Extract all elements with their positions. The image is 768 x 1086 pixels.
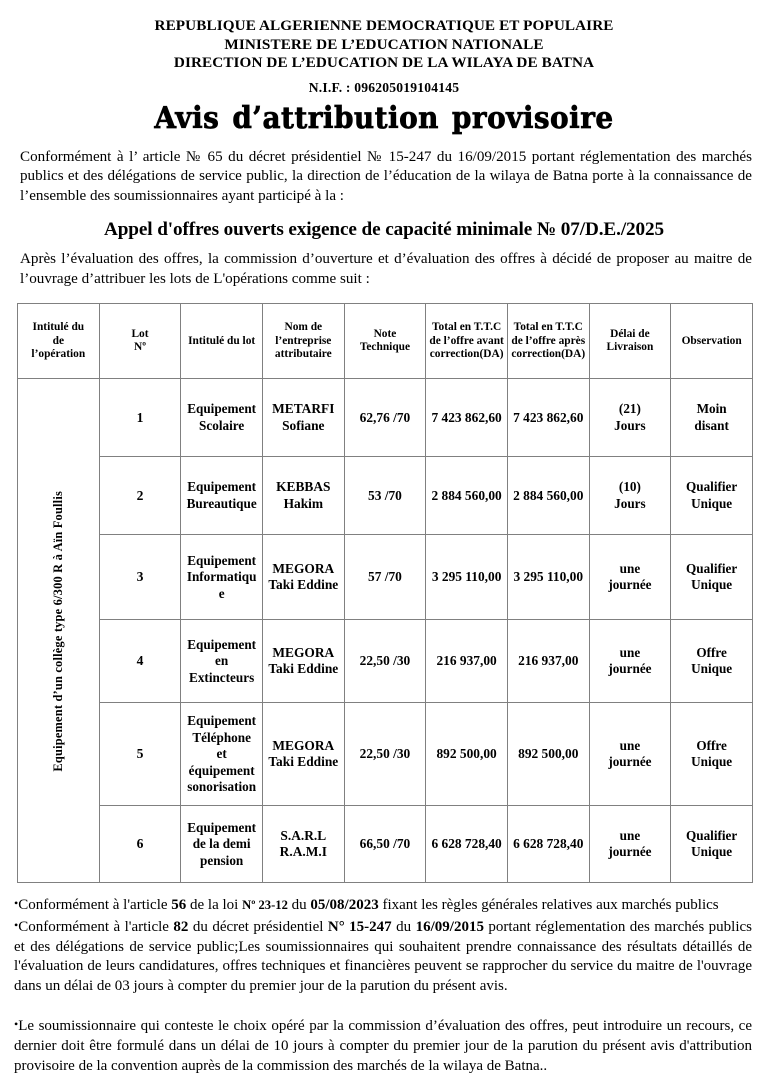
cell-enterprise-line2: R.A.M.I (279, 844, 327, 860)
cell-delay-line1: une (619, 560, 641, 576)
cell-lot-label-line2: Bureautique (186, 495, 257, 511)
column-header-lot-label: Intitulé du lot (181, 304, 263, 379)
footer-note-1-article: 56 (171, 897, 187, 914)
cell-lot-number: 4 (99, 620, 181, 703)
cell-observation-line1: Offre (696, 737, 727, 753)
cell-observation-line1: Moin (696, 401, 727, 417)
column-header-ttc-before-line3: correction(DA) (429, 348, 504, 361)
column-header-total-before (426, 304, 508, 379)
cell-lot-number: 5 (99, 703, 181, 806)
page-title-word-3: provisoire (451, 100, 614, 136)
cell-enterprise-line2: Hakim (283, 495, 324, 511)
cell-lot-label-line3: pension (200, 852, 244, 868)
footer-note-3 (14, 1015, 752, 1076)
footer-note-1-date: 05/08/2023 (310, 897, 379, 914)
cell-enterprise (262, 806, 344, 883)
cell-delay-line1: une (619, 737, 641, 753)
column-header-ttc-after-line1: Total en T.T.C (513, 321, 583, 334)
cell-enterprise-line2: Taki Eddine (268, 754, 339, 770)
cell-enterprise-line1: MEGORA (272, 737, 335, 753)
column-header-note-line2: Technique (359, 341, 411, 354)
cell-delay-line1: une (619, 827, 641, 843)
cell-lot-number: 6 (99, 806, 181, 883)
cell-enterprise-line2: Sofiane (282, 417, 325, 433)
cell-enterprise-line1: METARFI (272, 401, 335, 417)
cell-lot-label-line3: et (216, 746, 227, 762)
header-line-republic: REPUBLIQUE ALGERIENNE DEMOCRATIQUE ET POPULAIRE (154, 17, 614, 34)
footer-note-2 (14, 916, 752, 996)
column-header-ttc-before-line2: de l’offre avant (429, 334, 504, 347)
column-header-technical-note (344, 304, 426, 379)
cell-observation-line1: Offre (696, 644, 727, 660)
footer-note-1-law: 23-12 (255, 898, 288, 913)
footer-note-1-numero: Nº (242, 898, 256, 913)
cell-delay-line2: Jours (614, 495, 646, 511)
cell-enterprise-line1: KEBBAS (276, 479, 331, 495)
page-title (27, 102, 741, 136)
cell-lot-label-line1: Equipement (187, 479, 257, 495)
column-header-ttc-before-line1: Total en T.T.C (432, 321, 502, 334)
cell-enterprise (262, 620, 344, 703)
footer-note-2-article: 82 (173, 919, 189, 936)
cell-lot-number: 2 (99, 457, 181, 535)
footer-note-3-text: Le soumissionnaire qui conteste le choix opéré par la commission d’évaluation des offres, peut introduire un recours, ce dernier doit être formulé dans un délai de 10 jours à compter du premier jour de la parution du présent avis d'attribution provisoire de la convention auprès de la commission des marchés de la wilaya de Batna.. (14, 1018, 752, 1074)
column-header-operation-line3: l’opération (31, 348, 86, 361)
column-header-ttc-after-line2: de l’offre après (511, 334, 586, 347)
cell-lot-label (181, 379, 263, 457)
column-header-delay-line2: Livraison (606, 341, 654, 354)
cell-observation-line2: disant (694, 417, 729, 433)
cell-delay-line1: (10) (618, 479, 641, 495)
cell-lot-label (181, 535, 263, 620)
column-header-delivery-delay (589, 304, 671, 379)
cell-delay-line2: journée (608, 844, 652, 860)
tender-subtitle: Appel d'offres ouverts exigence de capacité minimale № 07/D.E./2025 (103, 219, 665, 241)
column-header-operation-line2: de (52, 334, 65, 347)
cell-total-after: 7 423 862,60 (507, 379, 589, 457)
cell-lot-number: 1 (99, 379, 181, 457)
cell-observation-line1: Qualifier (685, 560, 738, 576)
cell-lot-label (181, 703, 263, 806)
cell-total-before: 216 937,00 (426, 620, 508, 703)
footer-note-1 (14, 894, 752, 916)
cell-observation-line1: Qualifier (685, 479, 738, 495)
cell-delivery-delay (589, 457, 671, 535)
cell-delivery-delay (589, 535, 671, 620)
cell-observation-line2: Unique (691, 577, 733, 593)
cell-observation-line1: Qualifier (685, 827, 738, 843)
cell-technical-note: 66,50 /70 (344, 806, 426, 883)
cell-enterprise-line1: MEGORA (272, 560, 335, 576)
footer-note-1-h: fixant les règles générales relatives aux marchés publics (378, 897, 719, 914)
cell-lot-label-line2: Téléphone (192, 729, 251, 745)
cell-total-after: 6 628 728,40 (507, 806, 589, 883)
cell-lot-label-line1: Equipement (187, 713, 257, 729)
footer-notes (14, 894, 752, 1076)
footer-note-1-f: du (287, 897, 311, 914)
column-header-lot-number (99, 304, 181, 379)
cell-delay-line1: une (619, 644, 641, 660)
evaluation-paragraph: Après l’évaluation des offres, la commission d’ouverture et d’évaluation des offres à décidé de proposer au maitre de l’ouvrage d’attribuer les lots de L'opérations comme suit : (20, 251, 752, 287)
header-line-direction: DIRECTION DE L’EDUCATION DE LA WILAYA DE BATNA (173, 54, 595, 71)
cell-enterprise-line1: MEGORA (272, 644, 335, 660)
bullet-icon: • (14, 1017, 19, 1032)
cell-observation-line2: Unique (691, 844, 733, 860)
cell-delivery-delay (589, 379, 671, 457)
cell-delay-line1: (21) (618, 401, 641, 417)
cell-delivery-delay (589, 703, 671, 806)
nif-number: N.I.F. : 096205019104145 (308, 79, 460, 95)
operation-vertical-label: Equipement d’un collège type 6/300 R à Aïn Foullis (50, 490, 65, 772)
cell-observation-line2: Unique (691, 754, 733, 770)
column-header-operation-line1: Intitulé du (32, 321, 85, 334)
column-header-note-line1: Note (373, 328, 397, 341)
footer-note-1-c: de la loi (186, 897, 243, 914)
cell-observation (671, 535, 753, 620)
cell-lot-label-line1: Equipement (187, 401, 257, 417)
cell-technical-note: 22,50 /30 (344, 703, 426, 806)
column-header-delay-line1: Délai de (610, 328, 650, 341)
cell-enterprise (262, 379, 344, 457)
cell-enterprise (262, 535, 344, 620)
column-header-enterprise-line1: Nom de (284, 321, 323, 334)
cell-lot-label-line1: Equipement (187, 636, 257, 652)
cell-technical-note: 57 /70 (344, 535, 426, 620)
footer-note-2-date: 16/09/2015 (415, 919, 484, 936)
table-row (18, 703, 753, 806)
cell-observation (671, 620, 753, 703)
attribution-table (17, 303, 753, 883)
cell-observation (671, 703, 753, 806)
table-header-row-group (18, 304, 753, 379)
page-title-word-2: d’attribution (232, 100, 439, 136)
bullet-icon: • (14, 918, 19, 933)
table-row (18, 379, 753, 457)
cell-lot-label-line2: de la demi (192, 836, 251, 852)
document-header (0, 0, 768, 73)
cell-delivery-delay (589, 806, 671, 883)
footer-note-2-c: du décret présidentiel (188, 919, 328, 936)
column-header-enterprise (262, 304, 344, 379)
cell-lot-label-line2: en (215, 653, 229, 669)
cell-delay-line2: Jours (614, 417, 646, 433)
column-header-enterprise-line3: attributaire (274, 348, 332, 361)
cell-lot-label (181, 620, 263, 703)
column-header-ttc-after-line3: correction(DA) (511, 348, 586, 361)
column-header-operation (18, 304, 100, 379)
cell-technical-note: 62,76 /70 (344, 379, 426, 457)
cell-technical-note: 53 /70 (344, 457, 426, 535)
cell-lot-label-line1: Equipement (187, 819, 257, 835)
cell-total-before: 2 884 560,00 (426, 457, 508, 535)
intro-paragraph: Conformément à l’ article № 65 du décret présidentiel № 15-247 du 16/09/2015 portant réglementation des marchés publics et des délégations de service public, la direction de l’éducation de la wilaya de Batna porte à la connaissance de l’ensemble des soumissionnaires ayant participé à la : (20, 148, 752, 204)
cell-total-before: 6 628 728,40 (426, 806, 508, 883)
cell-technical-note: 22,50 /30 (344, 620, 426, 703)
footer-note-2-e: du (391, 919, 416, 936)
cell-lot-label-line2: Scolaire (199, 417, 245, 433)
table-row (18, 806, 753, 883)
cell-enterprise (262, 703, 344, 806)
cell-observation-line2: Unique (691, 495, 733, 511)
cell-delay-line2: journée (608, 754, 652, 770)
footer-note-2-g: portant réglementation des marchés publics et des délégations de service public;Les soumissionnaires qui souhaitent prendre connaissance des résultats détaillés de l'évaluation de leurs candidatures, offres techniques et financières peuvent se rapprocher du service du maitre de l'ouvrage dans un délai de 03 jours à compter du premier jour de la parution du présent avis. (14, 919, 753, 994)
cell-observation (671, 379, 753, 457)
attribution-table-wrapper (17, 303, 753, 883)
operation-merged-cell (18, 379, 100, 883)
operation-vertical-wrapper (19, 381, 98, 880)
cell-total-after: 892 500,00 (507, 703, 589, 806)
cell-enterprise-line2: Taki Eddine (268, 661, 339, 677)
cell-total-after: 2 884 560,00 (507, 457, 589, 535)
cell-total-after: 3 295 110,00 (507, 535, 589, 620)
cell-enterprise-line2: Taki Eddine (268, 577, 339, 593)
cell-lot-number: 3 (99, 535, 181, 620)
table-row (18, 535, 753, 620)
column-header-lot-line2: Nº (133, 341, 146, 354)
cell-total-after: 216 937,00 (507, 620, 589, 703)
cell-total-before: 3 295 110,00 (426, 535, 508, 620)
cell-lot-label-line4: équipement sonorisation (187, 762, 257, 795)
cell-observation (671, 457, 753, 535)
cell-delay-line2: journée (608, 577, 652, 593)
footer-note-1-a: Conformément à l'article (18, 897, 172, 914)
cell-enterprise-line1: S.A.R.L (280, 827, 327, 843)
footer-note-2-decree: N° 15-247 (327, 919, 392, 936)
cell-total-before: 7 423 862,60 (426, 379, 508, 457)
cell-lot-label-line1: Equipement (187, 552, 257, 568)
cell-lot-label-line3: Extincteurs (189, 669, 255, 685)
table-row (18, 457, 753, 535)
column-header-enterprise-line2: l’entreprise (275, 334, 332, 347)
cell-total-before: 892 500,00 (426, 703, 508, 806)
page-title-word-1: Avis (154, 100, 220, 136)
cell-enterprise (262, 457, 344, 535)
cell-lot-label (181, 806, 263, 883)
cell-lot-label-line3: e (218, 585, 225, 601)
cell-delivery-delay (589, 620, 671, 703)
column-header-total-after (507, 304, 589, 379)
footer-note-2-a: Conformément à l'article (18, 919, 174, 936)
column-header-lot-line1: Lot (131, 328, 149, 341)
bullet-icon: • (14, 896, 19, 911)
table-body (18, 379, 753, 883)
cell-lot-label-line2: Informatiqu (186, 569, 257, 585)
header-line-ministry: MINISTERE DE L’EDUCATION NATIONALE (224, 35, 544, 53)
cell-observation-line2: Unique (691, 661, 733, 677)
table-row (18, 620, 753, 703)
cell-lot-label (181, 457, 263, 535)
cell-observation (671, 806, 753, 883)
cell-delay-line2: journée (608, 661, 652, 677)
table-header-row (18, 304, 753, 379)
column-header-observation: Observation (671, 304, 753, 379)
